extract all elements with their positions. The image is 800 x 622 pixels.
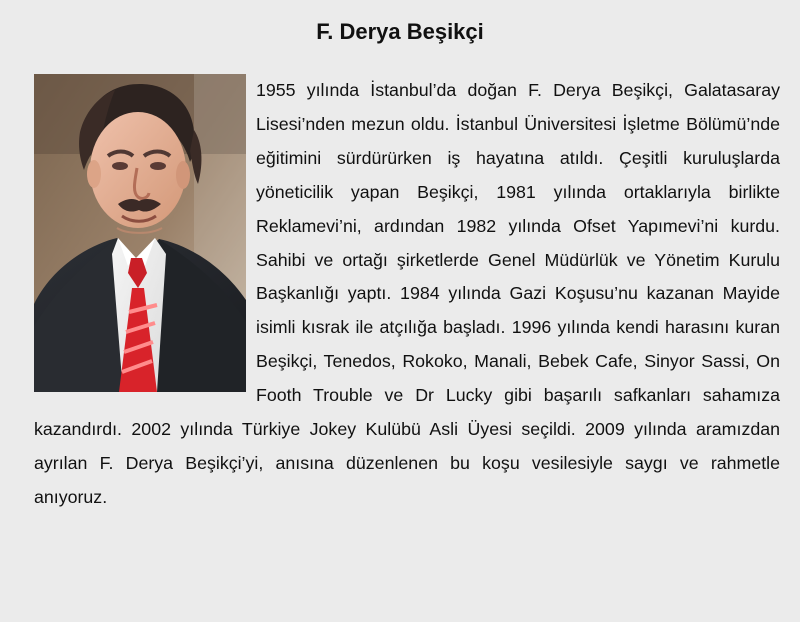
biography-text: 1955 yılında İstanbul’da doğan F. Derya Beşikçi, Galatasaray Lisesi’nden mezun oldu. İstanbul Üniversitesi İşletme Bölümü’nde eğitimini sürdürürken iş hayatına atıldı. Çeşitli kuruluşlarda yöneticilik yapan Beşikçi, 1981 yılında ortaklarıyla birlikte Reklamevi’ni, ardından 1982 yılında Ofset Yapımevi’ni kurdu. Sahibi ve ortağı şirketlerde Genel Müdürlük ve Yönetim Kurulu Başkanlığı yaptı. 1984 yılında Gazi Koşusu’nu kazanan Mayide isimli kısrak ile atçılığa başladı. 1996 yılında kendi harasını kuran Beşikçi, Tenedos, Rokoko, Manali, Bebek Cafe, Sinyor Sassi, On Footh Trouble ve Dr Lucky gibi başarılı safkanları sahamıza kazandırdı. 2002 yılında Türkiye Jokey Kulübü Asli Üyesi seçildi. 2009 yılında aramızdan ayrılan F. Derya Beşikçi’yi, anısına düzenlenen bu koşu vesilesiyle saygı ve rahmetle anıyoruz.: [34, 80, 780, 507]
portrait-photo: [34, 74, 246, 392]
biography-section: [34, 74, 780, 515]
page-title: F. Derya Beşikçi: [316, 19, 484, 44]
